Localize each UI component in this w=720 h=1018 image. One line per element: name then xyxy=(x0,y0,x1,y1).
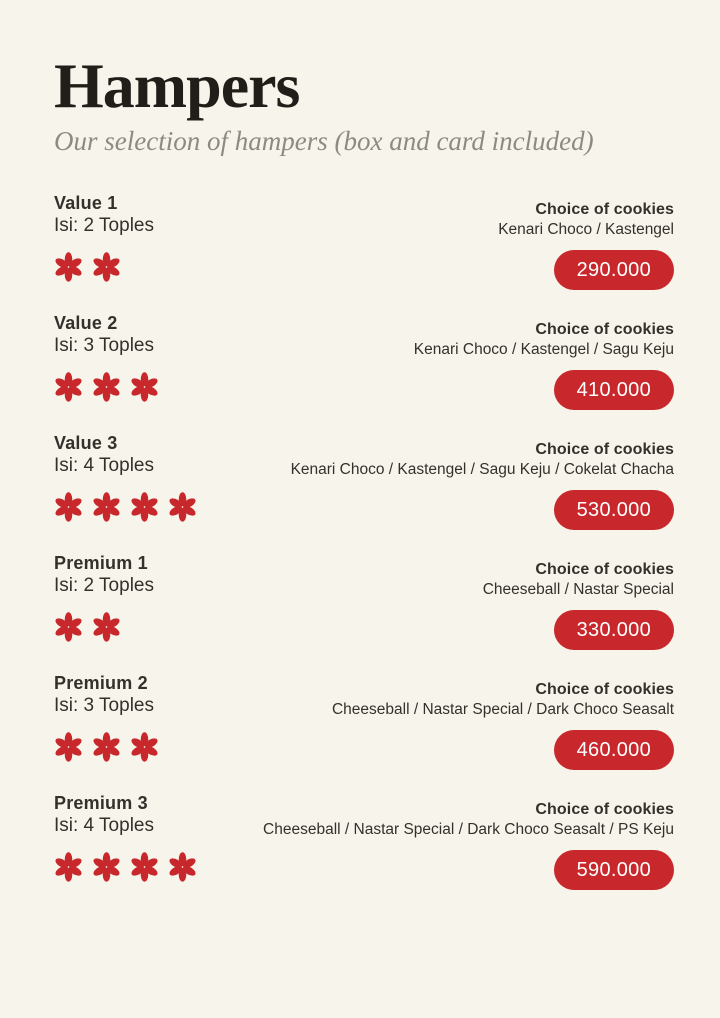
flower-asterisk-icon xyxy=(92,732,121,762)
flower-asterisk-icon xyxy=(54,492,83,522)
price-value: 410.000 xyxy=(576,378,651,401)
price-value: 590.000 xyxy=(576,858,651,881)
item-contents: Isi: 4 Toples xyxy=(54,815,154,836)
price-value: 530.000 xyxy=(576,498,651,521)
item-name: Premium 3 xyxy=(54,793,148,813)
flower-asterisk-icon xyxy=(54,372,83,402)
item-choice xyxy=(197,432,674,530)
flower-asterisk-icon xyxy=(130,492,159,522)
price-value: 460.000 xyxy=(576,738,651,761)
item-info xyxy=(54,312,159,402)
item-choice xyxy=(154,192,674,290)
flower-asterisk-icon xyxy=(92,372,121,402)
flower-asterisk-icon xyxy=(130,732,159,762)
item-choice xyxy=(154,552,674,650)
price-badge xyxy=(554,610,674,650)
flower-asterisk-icon xyxy=(168,852,197,882)
item-choice xyxy=(159,672,674,770)
price-value: 330.000 xyxy=(576,618,651,641)
item-name: Premium 1 xyxy=(54,553,148,573)
flower-rating-icons xyxy=(54,252,154,282)
price-value: 290.000 xyxy=(576,258,651,281)
flower-rating-icons xyxy=(54,372,159,402)
item-name: Value 2 xyxy=(54,313,118,333)
item-info xyxy=(54,552,154,642)
item-contents: Isi: 3 Toples xyxy=(54,335,154,356)
cookies-list: Kenari Choco / Kastengel / Sagu Keju / Cokelat Chacha xyxy=(290,461,674,478)
flower-rating-icons xyxy=(54,612,154,642)
hamper-item-value-3 xyxy=(54,432,674,530)
price-badge xyxy=(554,730,674,770)
choice-of-cookies-heading: Choice of cookies xyxy=(535,561,674,578)
cookies-list: Kenari Choco / Kastengel xyxy=(498,221,674,238)
item-name: Value 1 xyxy=(54,193,118,213)
cookies-list: Cheeseball / Nastar Special xyxy=(482,581,674,598)
page-subtitle: Our selection of hampers (box and card included) xyxy=(54,126,594,156)
item-info xyxy=(54,432,197,522)
flower-asterisk-icon xyxy=(54,732,83,762)
flower-asterisk-icon xyxy=(54,612,83,642)
hamper-item-list xyxy=(54,192,674,890)
flower-asterisk-icon xyxy=(54,852,83,882)
flower-asterisk-icon xyxy=(92,852,121,882)
price-badge xyxy=(554,850,674,890)
item-choice xyxy=(197,792,674,890)
hamper-item-premium-2 xyxy=(54,672,674,770)
item-contents: Isi: 4 Toples xyxy=(54,455,154,476)
cookies-list: Cheeseball / Nastar Special / Dark Choco Seasalt / PS Keju xyxy=(263,821,674,838)
item-name: Value 3 xyxy=(54,433,118,453)
price-badge xyxy=(554,370,674,410)
flower-rating-icons xyxy=(54,852,197,882)
item-choice xyxy=(159,312,674,410)
hamper-item-value-2 xyxy=(54,312,674,410)
flower-asterisk-icon xyxy=(168,492,197,522)
item-contents: Isi: 2 Toples xyxy=(54,575,154,596)
price-badge xyxy=(554,490,674,530)
hamper-item-premium-3 xyxy=(54,792,674,890)
hamper-item-premium-1 xyxy=(54,552,674,650)
flower-rating-icons xyxy=(54,492,197,522)
flower-rating-icons xyxy=(54,732,159,762)
choice-of-cookies-heading: Choice of cookies xyxy=(535,441,674,458)
item-info xyxy=(54,192,154,282)
item-name: Premium 2 xyxy=(54,673,148,693)
choice-of-cookies-heading: Choice of cookies xyxy=(535,681,674,698)
flower-asterisk-icon xyxy=(92,252,121,282)
item-contents: Isi: 2 Toples xyxy=(54,215,154,236)
item-info xyxy=(54,792,197,882)
cookies-list: Cheeseball / Nastar Special / Dark Choco Seasalt xyxy=(331,701,674,718)
choice-of-cookies-heading: Choice of cookies xyxy=(535,801,674,818)
choice-of-cookies-heading: Choice of cookies xyxy=(535,201,674,218)
flower-asterisk-icon xyxy=(92,492,121,522)
flower-asterisk-icon xyxy=(54,252,83,282)
price-badge xyxy=(554,250,674,290)
flower-asterisk-icon xyxy=(130,372,159,402)
item-contents: Isi: 3 Toples xyxy=(54,695,154,716)
choice-of-cookies-heading: Choice of cookies xyxy=(535,321,674,338)
hamper-item-value-1 xyxy=(54,192,674,290)
page-title: Hampers xyxy=(54,50,300,121)
cookies-list: Kenari Choco / Kastengel / Sagu Keju xyxy=(413,341,674,358)
flower-asterisk-icon xyxy=(130,852,159,882)
item-info xyxy=(54,672,159,762)
flower-asterisk-icon xyxy=(92,612,121,642)
